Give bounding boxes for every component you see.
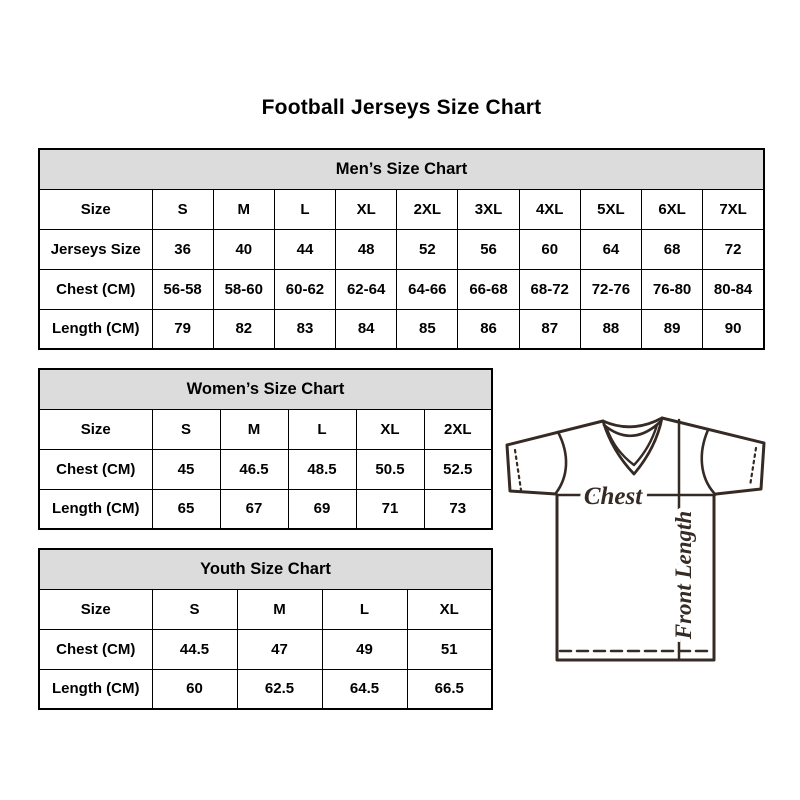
table-cell: 44.5 <box>152 629 237 669</box>
table-title: Women’s Size Chart <box>39 369 492 409</box>
table-cell: 68-72 <box>519 269 580 309</box>
table-cell: 48 <box>336 229 397 269</box>
table-cell: 66.5 <box>407 669 492 709</box>
row-label: Length (CM) <box>39 309 152 349</box>
table-cell: 40 <box>213 229 274 269</box>
size-column-header: 2XL <box>397 189 458 229</box>
table-cell: 90 <box>703 309 764 349</box>
row-label: Chest (CM) <box>39 629 152 669</box>
mens-size-chart-table <box>38 148 765 350</box>
table-cell: 82 <box>213 309 274 349</box>
table-cell: 60 <box>519 229 580 269</box>
size-column-header: 4XL <box>519 189 580 229</box>
table-cell: 79 <box>152 309 213 349</box>
table-cell: 51 <box>407 629 492 669</box>
row-label: Length (CM) <box>39 669 152 709</box>
size-column-header: 7XL <box>703 189 764 229</box>
table-cell: 66-68 <box>458 269 519 309</box>
table-cell: 87 <box>519 309 580 349</box>
table-cell: 72-76 <box>580 269 641 309</box>
table-cell: 86 <box>458 309 519 349</box>
row-label: Chest (CM) <box>39 449 152 489</box>
table-cell: 52.5 <box>424 449 492 489</box>
table-cell: 60-62 <box>274 269 335 309</box>
table-cell: 56 <box>458 229 519 269</box>
table-cell: 67 <box>220 489 288 529</box>
table-title-row <box>39 549 492 589</box>
page-title: Football Jerseys Size Chart <box>261 96 542 119</box>
table-cell: 65 <box>152 489 220 529</box>
table-cell: 49 <box>322 629 407 669</box>
table-row <box>39 309 764 349</box>
table-cell: 76-80 <box>642 269 703 309</box>
size-column-header: M <box>220 409 288 449</box>
table-row <box>39 449 492 489</box>
table-row <box>39 669 492 709</box>
table-header-row <box>39 589 492 629</box>
table-cell: 85 <box>397 309 458 349</box>
row-label: Chest (CM) <box>39 269 152 309</box>
size-column-header: M <box>213 189 274 229</box>
size-column-header: 5XL <box>580 189 641 229</box>
size-column-header: L <box>288 409 356 449</box>
table-cell: 73 <box>424 489 492 529</box>
jersey-measurement-diagram <box>500 403 780 703</box>
chest-label: Chest <box>583 483 643 510</box>
table-row <box>39 629 492 669</box>
table-cell: 64 <box>580 229 641 269</box>
size-column-header: M <box>237 589 322 629</box>
table-cell: 83 <box>274 309 335 349</box>
table-cell: 84 <box>336 309 397 349</box>
size-column-header: S <box>152 589 237 629</box>
jersey-outline <box>507 418 764 660</box>
size-column-header: L <box>274 189 335 229</box>
table-cell: 62.5 <box>237 669 322 709</box>
size-column-header: S <box>152 409 220 449</box>
size-row-header: Size <box>39 589 152 629</box>
size-column-header: 2XL <box>424 409 492 449</box>
table-header-row <box>39 409 492 449</box>
table-cell: 36 <box>152 229 213 269</box>
table-cell: 56-58 <box>152 269 213 309</box>
size-row-header: Size <box>39 409 152 449</box>
table-header-row <box>39 189 764 229</box>
table-cell: 60 <box>152 669 237 709</box>
row-label: Jerseys Size <box>39 229 152 269</box>
table-title: Youth Size Chart <box>39 549 492 589</box>
table-cell: 62-64 <box>336 269 397 309</box>
table-cell: 72 <box>703 229 764 269</box>
table-cell: 45 <box>152 449 220 489</box>
table-cell: 58-60 <box>213 269 274 309</box>
womens-size-chart-table <box>38 368 493 530</box>
size-column-header: S <box>152 189 213 229</box>
table-row <box>39 489 492 529</box>
table-cell: 50.5 <box>356 449 424 489</box>
size-row-header: Size <box>39 189 152 229</box>
table-cell: 71 <box>356 489 424 529</box>
size-column-header: 3XL <box>458 189 519 229</box>
size-column-header: XL <box>336 189 397 229</box>
table-cell: 64.5 <box>322 669 407 709</box>
jersey-diagram-svg <box>500 403 780 703</box>
table-title: Men’s Size Chart <box>39 149 764 189</box>
table-cell: 68 <box>642 229 703 269</box>
table-cell: 44 <box>274 229 335 269</box>
table-title-row <box>39 369 492 409</box>
size-column-header: XL <box>407 589 492 629</box>
front-length-label: Front Length <box>671 510 696 640</box>
table-cell: 69 <box>288 489 356 529</box>
table-cell: 89 <box>642 309 703 349</box>
table-cell: 46.5 <box>220 449 288 489</box>
table-cell: 88 <box>580 309 641 349</box>
youth-size-chart-table <box>38 548 493 710</box>
size-column-header: 6XL <box>642 189 703 229</box>
size-column-header: L <box>322 589 407 629</box>
table-cell: 47 <box>237 629 322 669</box>
table-cell: 48.5 <box>288 449 356 489</box>
size-column-header: XL <box>356 409 424 449</box>
table-row <box>39 229 764 269</box>
row-label: Length (CM) <box>39 489 152 529</box>
table-cell: 52 <box>397 229 458 269</box>
table-cell: 80-84 <box>703 269 764 309</box>
table-row <box>39 269 764 309</box>
table-title-row <box>39 149 764 189</box>
table-cell: 64-66 <box>397 269 458 309</box>
